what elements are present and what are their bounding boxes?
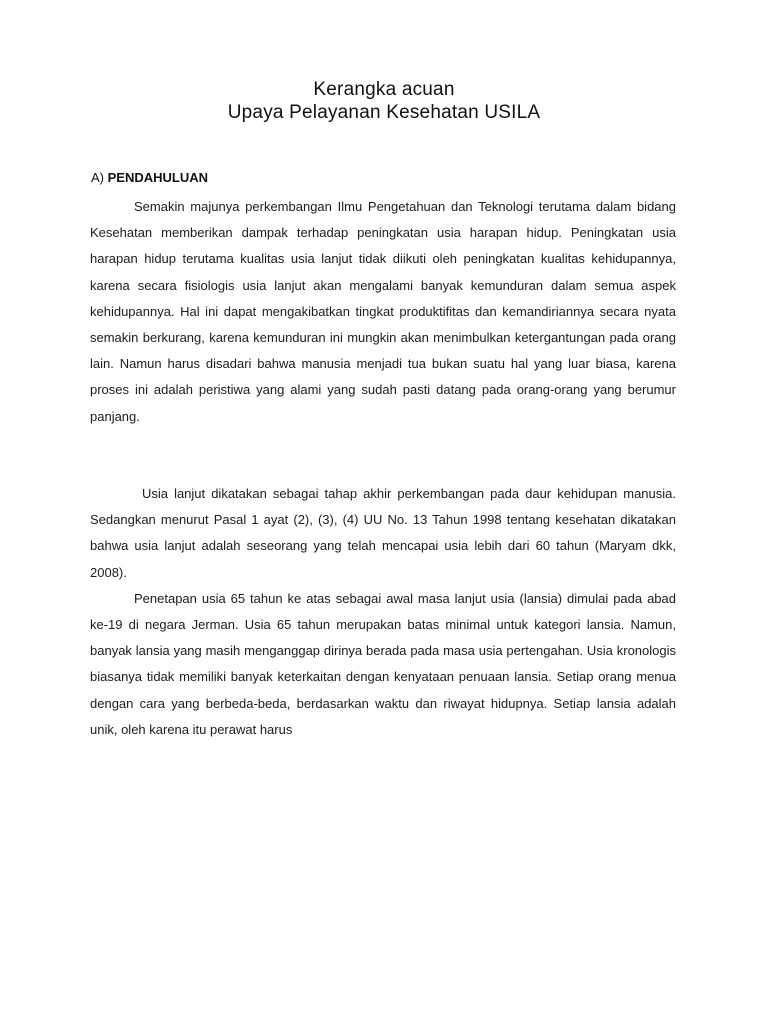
title-line-1: Kerangka acuan [313, 79, 455, 100]
paragraph-2: Usia lanjut dikatakan sebagai tahap akhir perkembangan pada daur kehidupan manusia. Sedangkan menurut Pasal 1 ayat (2), (3), (4) UU No. 13 Tahun 1998 tentang kesehatan dikatakan bahwa usia lanjut adalah seseorang yang telah mencapai usia lebih dari 60 tahun (Maryam dkk, 2008). [90, 486, 676, 580]
paragraph-1: Semakin majunya perkembangan Ilmu Pengetahuan dan Teknologi terutama dalam bidang Kesehatan memberikan dampak terhadap peningkatan usia harapan hidup. Peningkatan usia harapan hidup terutama kualitas usia lanjut tidak diikuti oleh peningkatan kualitas kehidupannya, karena secara fisiologis usia lanjut akan mengalami banyak kemunduran dalam semua aspek kehidupannya. Hal ini dapat mengakibatkan tingkat produktifitas dan kemandiriannya secara nyata semakin berkurang, karena kemunduran ini mungkin akan menimbulkan ketergantungan pada orang lain. Namun harus disadari bahwa manusia menjadi tua bukan suatu hal yang luar biasa, karena proses ini adalah peristiwa yang alami yang sudah pasti datang pada orang-orang yang berumur panjang. [90, 199, 676, 424]
title-line-2: Upaya Pelayanan Kesehatan USILA [227, 102, 541, 123]
body-block-2 [90, 481, 676, 743]
section-heading [91, 169, 208, 187]
document-title [0, 78, 768, 124]
paragraph-3: Penetapan usia 65 tahun ke atas sebagai awal masa lanjut usia (lansia) dimulai pada abad ke-19 di negara Jerman. Usia 65 tahun merupakan batas minimal untuk kategori lansia. Namun, banyak lansia yang masih menganggap dirinya berada pada masa usia pertengahan. Usia kronologis biasanya tidak memiliki banyak keterkaitan dengan kenyataan penuaan lansia. Setiap orang menua dengan cara yang berbeda-beda, berdasarkan waktu dan riwayat hidupnya. Setiap lansia adalah unik, oleh karena itu perawat harus [90, 590, 676, 737]
section-heading-text: PENDAHULUAN [107, 170, 209, 185]
body-block-1 [90, 194, 676, 430]
section-letter: A) [91, 170, 108, 185]
